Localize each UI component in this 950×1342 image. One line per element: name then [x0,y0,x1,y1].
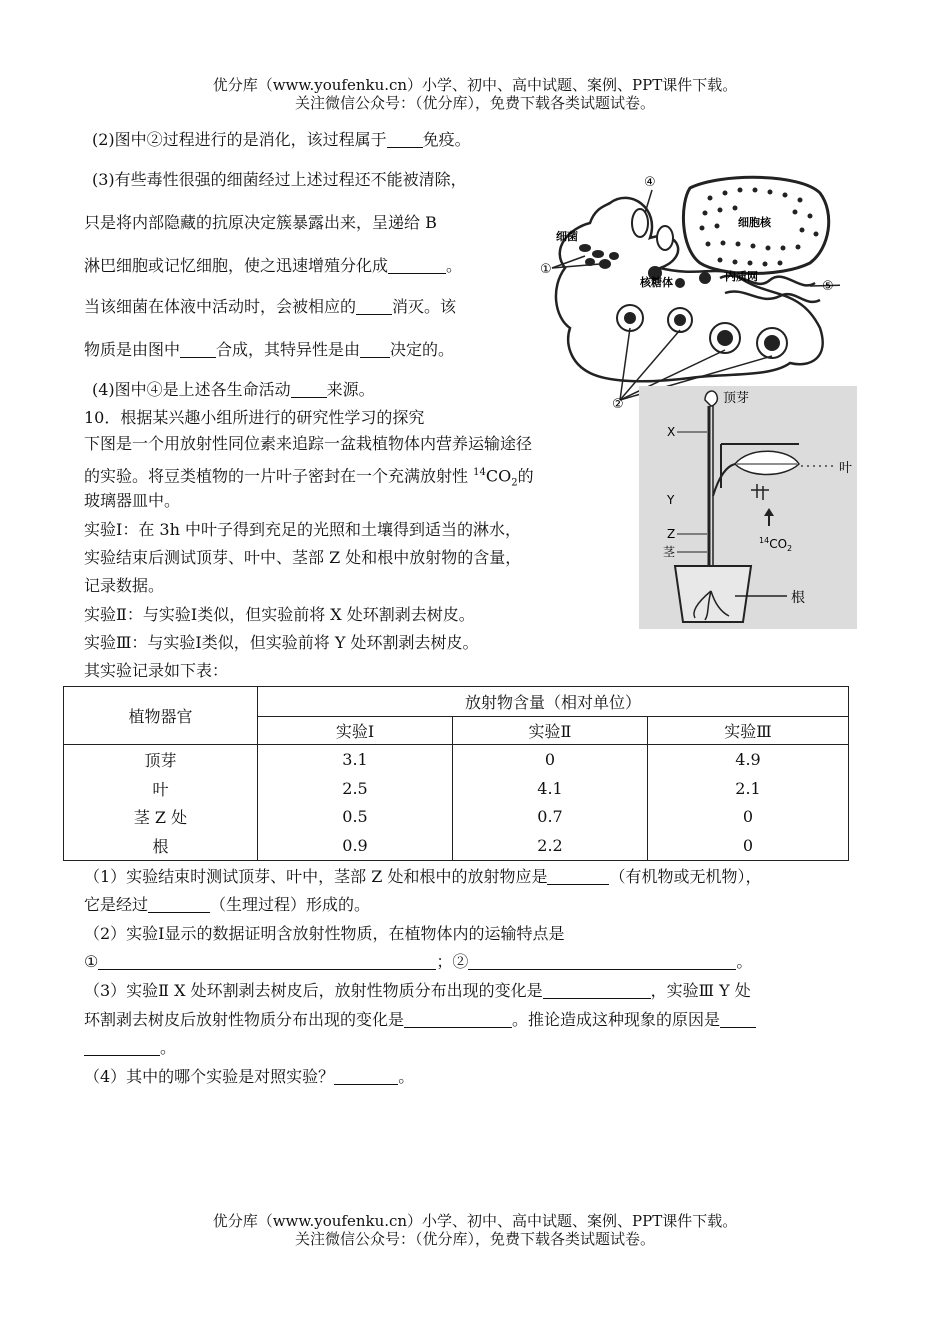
label-ribosome: 核糖体 [640,276,673,289]
q10-isotope-sup: 14 [473,467,486,478]
q4-tail: 。 [398,1067,415,1086]
q9-part4-text: (4)图中④是上述各生命活动 [92,380,291,399]
q10-question2-line1: （2）实验Ⅰ显示的数据证明含放射性物质，在植物体内的运输特点是 [84,924,565,943]
footer-line-2: 关注微信公众号：（优分库），免费下载各类试题试卷。 [294,1230,655,1248]
q4-text: （4）其中的哪个实验是对照实验？ [84,1067,335,1086]
q10-question3-line2 [84,1010,756,1030]
answer-blank [543,983,651,999]
q9-part3-line5 [84,340,454,360]
q9-part2 [92,130,471,150]
label-bacteria: 细菌 [556,230,578,243]
value-cell: 4.1 [453,775,648,803]
header-exp-1: 实验Ⅰ [258,717,453,745]
header-line-1: 优分库（www.youfenku.cn）小学、初中、高中试题、案例、PPT课件下载。 [212,76,738,94]
value-cell: 0.7 [453,803,648,831]
q10-line2: 下图是一个用放射性同位素来追踪一盆栽植物体内营养运输途径 [84,434,533,453]
answer-blank [291,382,327,398]
value-cell: 2.5 [258,775,453,803]
q9-part3-line2: 只是将内部隐藏的抗原决定簇暴露出来，呈递给 B [84,213,437,232]
label-er: 内质网 [725,270,758,283]
flower-pot [675,566,751,622]
organ-cell: 叶 [64,775,258,803]
q10-line5: 实验Ⅰ：在 3h 中叶子得到充足的光照和土壤得到适当的淋水， [84,520,521,539]
q10-question2-line2 [84,952,752,972]
q9-part2-tail: 免疫。 [422,130,471,149]
answer-blank [360,342,390,358]
header-organ: 植物器官 [64,687,258,745]
q10-question3-line3 [84,1038,176,1058]
value-cell: 2.1 [648,775,849,803]
q10-question4 [84,1067,414,1087]
answer-blank [148,897,210,913]
q3-text-4: 。推论造成这种现象的原因是 [512,1010,721,1029]
table-row [64,745,849,775]
q10-line7: 记录数据。 [84,576,165,595]
q10-co-text: CO [485,466,512,486]
q1-text: （1）实验结束时测试顶芽、叶中，茎部 Z 处和根中的放射物应是 [84,867,548,886]
organ-cell: 茎 Z 处 [64,803,258,831]
label-root: 根 [791,590,805,606]
table-row [64,803,849,831]
marker-5: ⑤ [822,279,834,294]
answer-blank [720,1012,756,1028]
label-leaf: 叶 [839,461,853,476]
organ-cell: 顶芽 [64,745,258,775]
q10-co2-sub: 2 [511,477,518,489]
q9-part3-line4-tail: 消灭。该 [392,297,457,316]
table-group-header-row [64,687,849,717]
label-x: X [667,425,676,439]
q10-line1: 10．根据某兴趣小组所进行的研究性学习的探究 [84,408,425,427]
q3-text-3: 环割剥去树皮后放射性物质分布出现的变化是 [84,1010,405,1029]
q9-part3-line5-text: 物质是由图中 [84,340,181,359]
q10-question3-line1 [84,981,751,1001]
organ-cell: 根 [64,831,258,861]
q2-tail: 。 [736,952,753,971]
answer-blank [387,132,423,148]
q10-line9: 实验Ⅲ：与实验Ⅰ类似，但实验前将 Y 处环割剥去树皮。 [84,633,479,652]
q2-marker-1: ① [84,952,99,971]
header-exp-2: 实验Ⅱ [453,717,648,745]
page-footer [0,1212,950,1248]
value-cell: 2.2 [453,831,648,861]
label-y: Y [667,493,675,507]
answer-blank [388,258,446,274]
cell-diagram [540,168,840,410]
q9-part3-line3 [84,256,462,276]
header-exp-3: 实验Ⅲ [648,717,849,745]
label-apical-bud: 顶芽 [723,391,750,406]
answer-blank [84,1040,160,1056]
value-cell: 0.5 [258,803,453,831]
value-cell: 0.9 [258,831,453,861]
q10-line3-tail: 的 [517,466,534,486]
q10-question1-line2 [84,895,370,915]
q9-part3-line1: (3)有些毒性很强的细菌经过上述过程还不能被清除， [92,170,467,189]
value-cell: 0 [648,803,849,831]
q10-line10: 其实验记录如下表： [84,661,229,680]
value-cell: 0 [648,831,849,861]
q1-hint: （有机物或无机物）， [609,867,762,886]
q3-text-2: ，实验Ⅲ Y 处 [650,981,751,1000]
q9-part4-tail: 来源。 [326,380,375,399]
value-cell: 0 [453,745,648,775]
q9-part3-line3-tail: 。 [446,256,463,275]
plant-diagram [639,386,857,629]
header-radioactivity: 放射物含量（相对单位） [258,687,849,717]
marker-4: ④ [644,175,656,190]
q9-part3-line4-text: 当该细菌在体液中活动时，会被相应的 [84,297,357,316]
q1-tail: （生理过程）形成的。 [210,895,371,914]
label-co2: $^{14}CO_2$ [759,536,793,553]
q10-line6: 实验结束后测试顶芽、叶中、茎部 Z 处和根中放射物的含量， [84,548,522,567]
footer-line-1: 优分库（www.youfenku.cn）小学、初中、高中试题、案例、PPT课件下载。 [212,1212,738,1230]
page-header [0,76,950,112]
results-table [63,686,849,861]
q3-text: （3）实验Ⅱ X 处环割剥去树皮后，放射性物质分布出现的变化是 [84,981,543,1000]
answer-blank [180,342,216,358]
label-nucleus: 细胞核 [738,216,771,229]
q9-part3-line5-mid: 合成，其特异性是由 [216,340,361,359]
table-row [64,831,849,861]
q9-part4 [92,380,375,400]
answer-blank [468,954,736,970]
q10-line4: 玻璃器皿中。 [84,491,181,510]
q3-tail: 。 [160,1038,177,1057]
marker-2: ② [612,397,624,410]
value-cell: 3.1 [258,745,453,775]
q1-text-2: 它是经过 [84,895,149,914]
answer-blank [334,1069,398,1085]
q10-line3 [84,463,534,494]
answer-blank [98,954,436,970]
q10-question1-line1 [84,867,762,887]
label-stem: 茎 [663,545,676,559]
table-row [64,775,849,803]
header-line-2: 关注微信公众号：（优分库），免费下载各类试题试卷。 [294,94,655,112]
q2-marker-2: ；② [436,952,469,971]
answer-blank [404,1012,512,1028]
value-cell: 4.9 [648,745,849,775]
marker-1: ① [540,262,552,277]
q10-line3-text: 的实验。将豆类植物的一片叶子密封在一个充满放射性 [84,466,474,486]
answer-blank [356,299,392,315]
label-z: Z [667,527,676,541]
q9-part3-line3-text: 淋巴细胞或记忆细胞，使之迅速增殖分化成 [84,256,389,275]
q9-part3-line5-tail: 决定的。 [390,340,455,359]
q9-part2-text: (2)图中②过程进行的是消化，该过程属于 [92,130,387,149]
q10-line8: 实验Ⅱ：与实验Ⅰ类似，但实验前将 X 处环割剥去树皮。 [84,605,475,624]
answer-blank [547,869,609,885]
q9-part3-line4 [84,297,456,317]
